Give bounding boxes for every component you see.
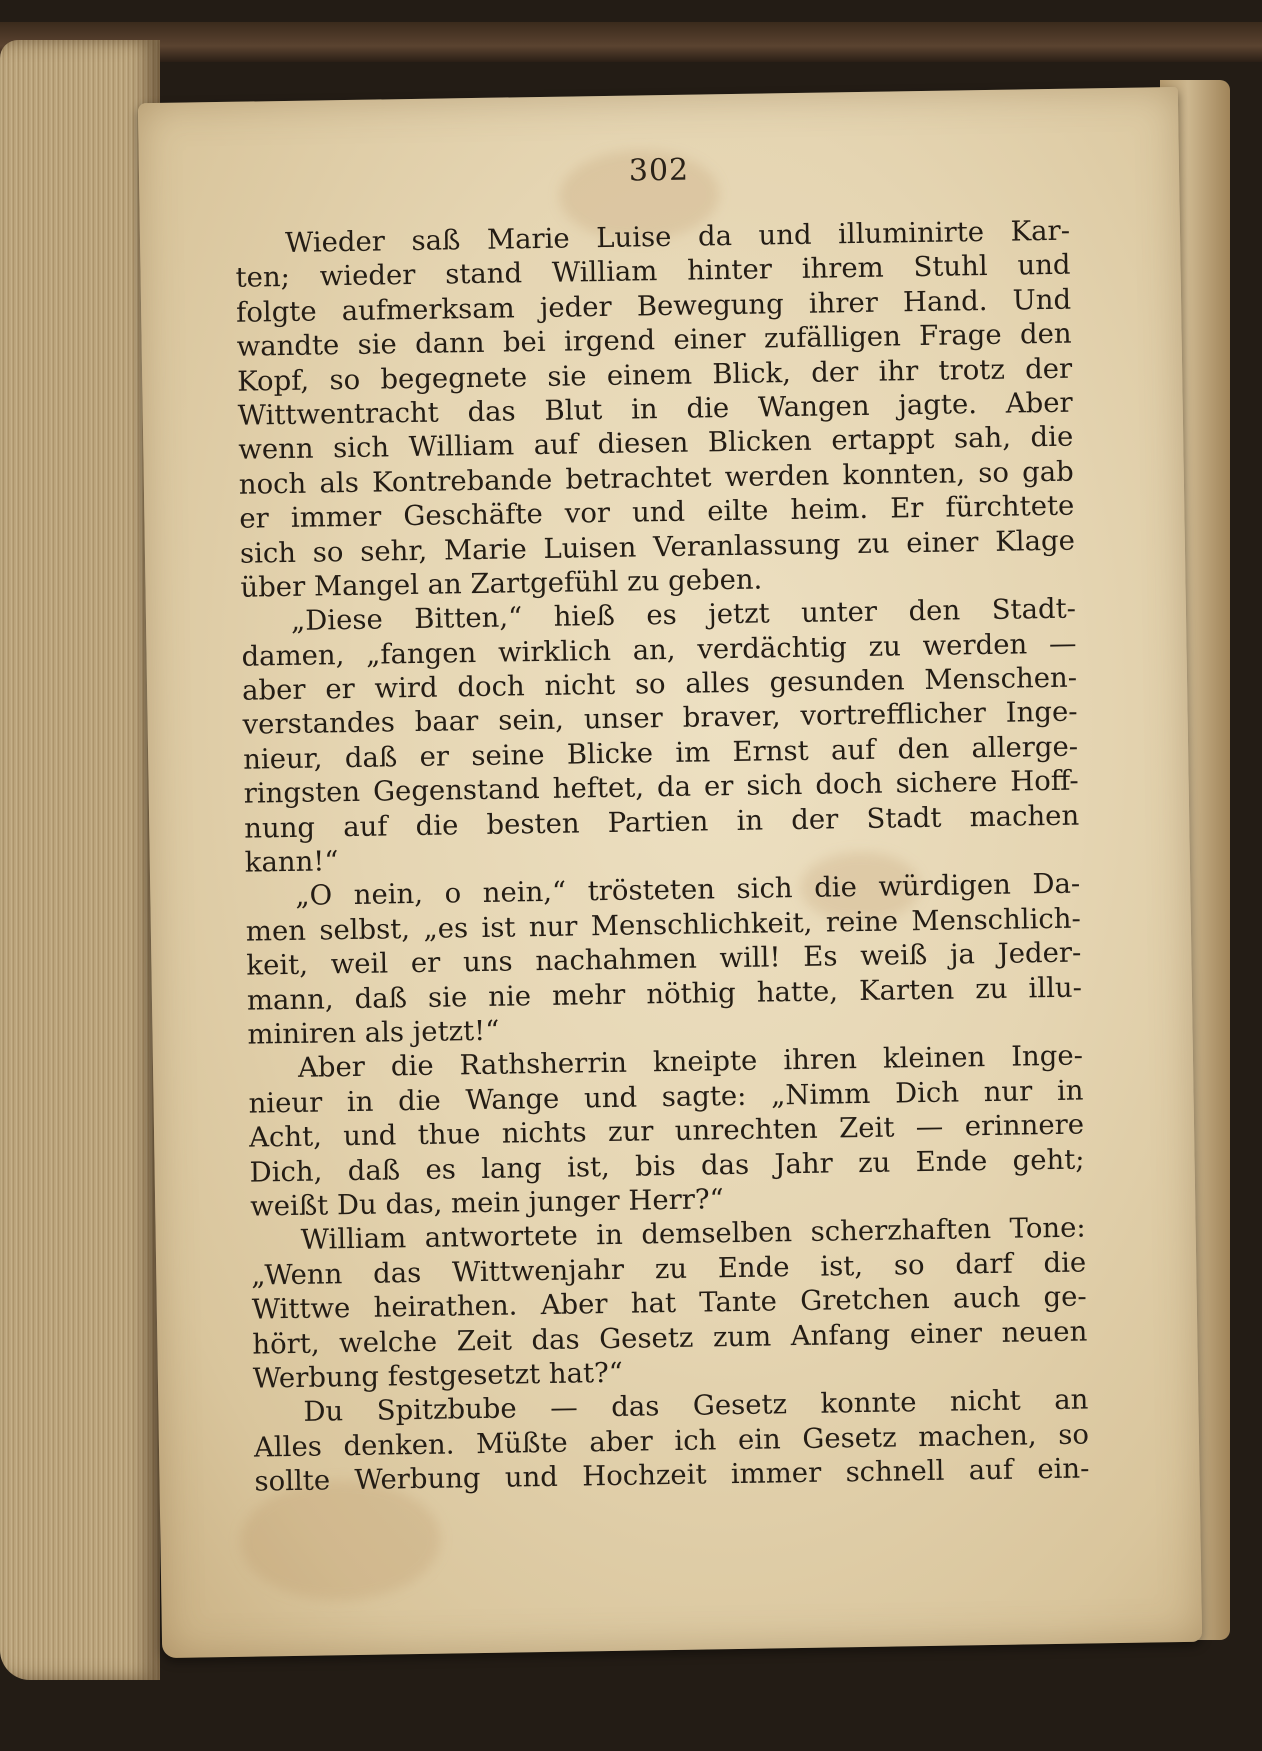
book-page-edges (0, 40, 160, 1680)
text-line: hört, welche Zeit das Gesetz zum Anfang einer neuen (252, 1315, 1088, 1361)
text-line: ringsten Gegenstand heftet, da er sich doch sichere Hoff- (243, 764, 1079, 810)
text-line: nung auf die besten Partien in der Stadt machen (244, 799, 1080, 845)
text-line: men selbst, „es ist nur Menschlichkeit, reine Menschlich- (245, 902, 1082, 948)
text-line: Acht, und thue nichts zur unrechten Zeit — erinnere (248, 1108, 1085, 1154)
text-line: noch als Kontrebande betrachtet werden konnten, so gab (238, 455, 1074, 501)
text-line: sich so sehr, Marie Luisen Veranlassung zu einer Klage (239, 524, 1076, 570)
text-line: er immer Geschäfte vor und eilte heim. Er fürchtete (239, 489, 1075, 535)
text-line: Wittwe heirathen. Aber hat Tante Gretchen auch ge- (251, 1280, 1087, 1326)
book-page (138, 87, 1202, 1658)
book-cover-edge (0, 22, 1262, 62)
text-line: nieur, daß er seine Blicke im Ernst auf den allerge- (242, 730, 1079, 776)
text-line: weißt Du das, mein junger Herr?“ (249, 1183, 724, 1223)
text-line: nieur in die Wange und sagte: „Nimm Dich nur in (248, 1074, 1084, 1120)
text-line: damen, „fangen wirklich an, verdächtig zu werden — (241, 627, 1077, 673)
text-line: Alles denken. Müßte aber ich ein Gesetz machen, so (253, 1418, 1090, 1464)
text-line: aber er wird doch nicht so alles gesunden Menschen- (241, 661, 1078, 707)
text-line: kann!“ (244, 845, 339, 879)
text-line: Dich, daß es lang ist, bis das Jahr zu Ende geht; (249, 1143, 1085, 1189)
text-line: Du Spitzbube — das Gesetz konnte nicht an (303, 1383, 1089, 1429)
text-line: Werbung festgesetzt hat?“ (252, 1356, 624, 1395)
text-line: sollte Werbung und Hochzeit immer schnell auf ein- (254, 1452, 1090, 1498)
text-line: „Wenn das Wittwenjahr zu Ende ist, so darf die (251, 1246, 1087, 1292)
text-line: Kopf, so begegnete sie einem Blick, der ihr trotz der (236, 352, 1073, 398)
text-line: ten; wieder stand William hinter ihrem Stuhl und (235, 249, 1071, 295)
text-line: „O nein, o nein,“ trösteten sich die würdigen Da- (295, 867, 1081, 913)
text-line: miniren als jetzt!“ (247, 1014, 500, 1051)
text-line: Wittwentracht das Blut in die Wangen jagte. Aber (237, 386, 1073, 432)
text-line: William antwortete in demselben scherzhaften Tone: (300, 1211, 1086, 1257)
text-line: Aber die Rathsherrin kneipte ihren kleinen Inge- (297, 1039, 1084, 1085)
text-line: mann, daß sie nie mehr nöthig hatte, Karten zu illu- (246, 971, 1083, 1017)
text-line: folgte aufmerksam jeder Bewegung ihrer Hand. Und (235, 283, 1072, 329)
page-number: 302 (628, 152, 690, 189)
text-line: wenn sich William auf diesen Blicken ertappt sah, die (238, 420, 1074, 467)
text-line: verstandes baar sein, unser braver, vortrefflicher Inge- (242, 696, 1078, 742)
text-line: Wieder saß Marie Luise da und illuminirte Kar- (284, 214, 1071, 259)
text-line: wandte sie dann bei irgend einer zufälligen Frage den (236, 317, 1072, 363)
text-line: „Diese Bitten,“ hieß es jetzt unter den Stadt- (290, 592, 1077, 638)
body-text (235, 214, 1090, 1499)
text-line: über Mangel an Zartgefühl zu geben. (240, 563, 763, 604)
text-line: keit, weil er uns nachahmen will! Es weiß ja Jeder- (246, 936, 1082, 982)
